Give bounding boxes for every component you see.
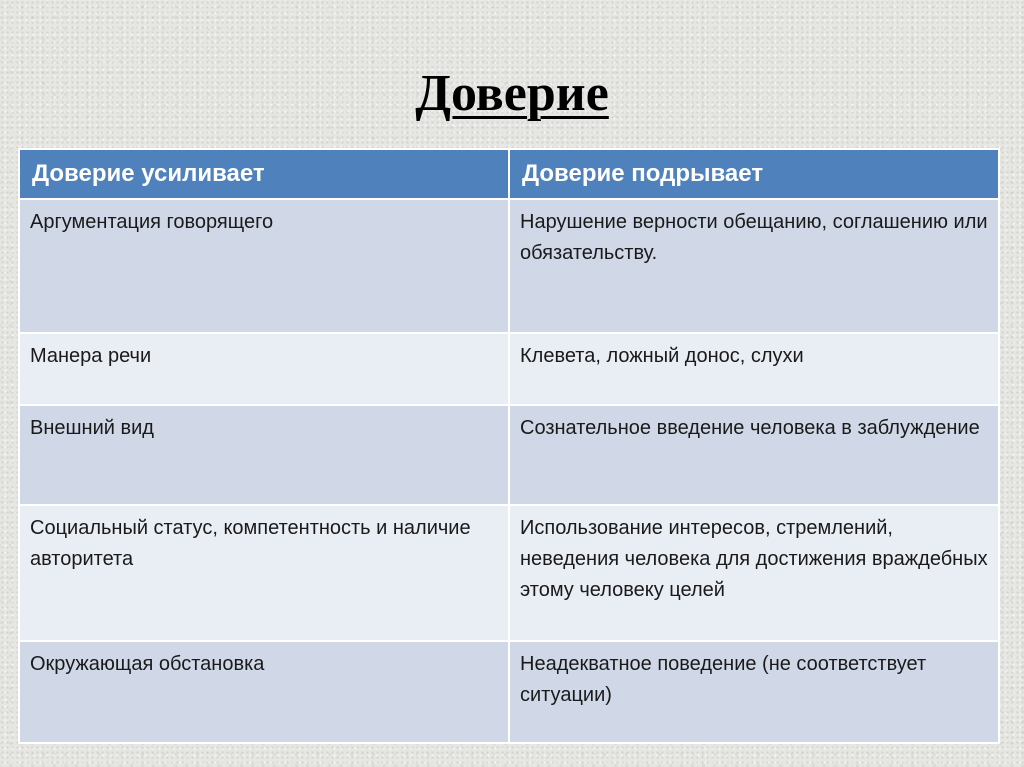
cell-undermines: Использование интересов, стремлений, неведения человека для достижения враждебных этому человеку целей	[509, 505, 999, 641]
table-row	[19, 333, 999, 405]
table-header-row	[19, 149, 999, 199]
cell-increases: Социальный статус, компетентность и наличие авторитета	[19, 505, 509, 641]
cell-undermines: Клевета, ложный донос, слухи	[509, 333, 999, 405]
table-row	[19, 641, 999, 743]
cell-undermines: Сознательное введение человека в заблуждение	[509, 405, 999, 505]
header-trust-increases: Доверие усиливает	[19, 149, 509, 199]
header-trust-undermines: Доверие подрывает	[509, 149, 999, 199]
cell-increases: Аргументация говорящего	[19, 199, 509, 333]
table-row	[19, 199, 999, 333]
cell-increases: Окружающая обстановка	[19, 641, 509, 743]
table-row	[19, 405, 999, 505]
trust-comparison-table	[18, 148, 1000, 744]
slide-title: Доверие	[415, 65, 609, 122]
cell-undermines: Нарушение верности обещанию, соглашению или обязательству.	[509, 199, 999, 333]
cell-increases: Внешний вид	[19, 405, 509, 505]
table-row	[19, 505, 999, 641]
cell-undermines: Неадекватное поведение (не соответствует ситуации)	[509, 641, 999, 743]
cell-increases: Манера речи	[19, 333, 509, 405]
